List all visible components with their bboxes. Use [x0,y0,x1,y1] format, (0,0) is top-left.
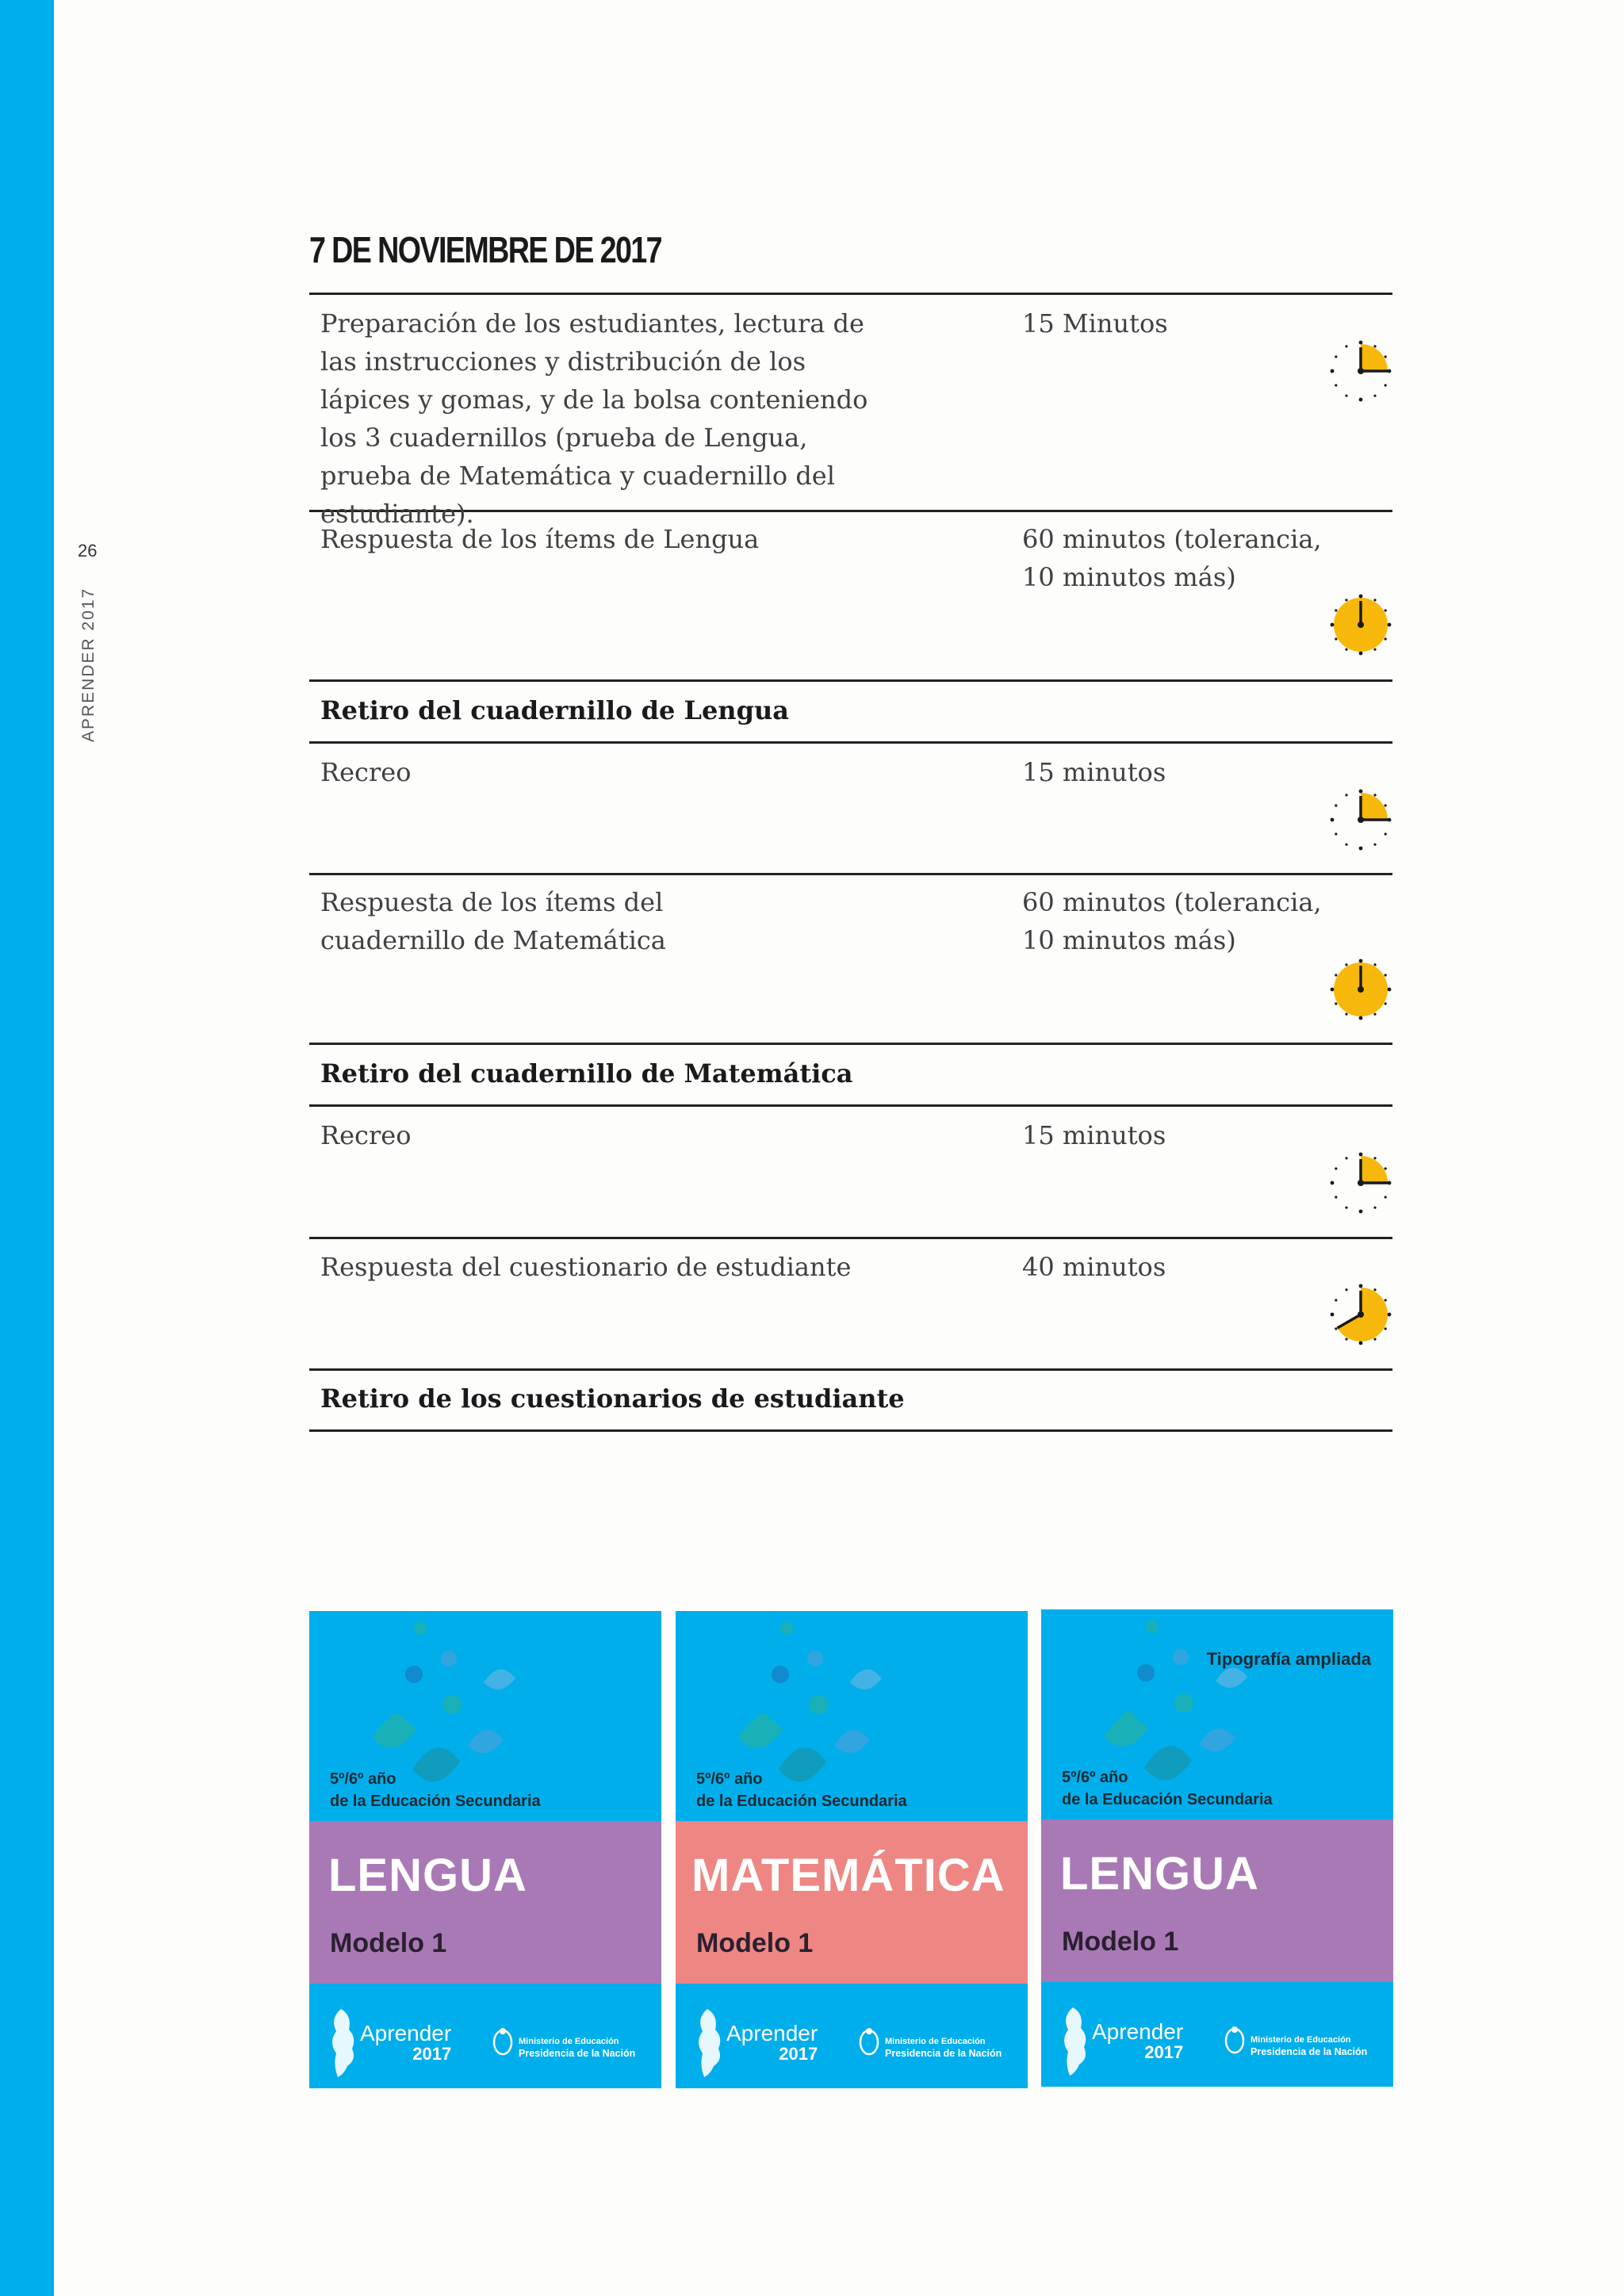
table-rule [309,1237,1392,1239]
cover-subject: MATEMÁTICA [691,1850,1005,1901]
coat-of-arms-icon [1224,2025,1246,2057]
cover-subject-band [676,1821,1028,1984]
clock-icon [1327,1281,1394,1348]
booklet-cover-lengua [309,1611,661,2088]
cover-subject-band [309,1821,661,1984]
cover-brand: Aprender 2017 [360,2021,452,2064]
activity-cell: Respuesta de los ítems del cuadernillo de Matemática [320,887,666,955]
activity-cell: Preparación de los estudiantes, lectura de las instrucciones y distribución de los lápices y gomas, y de la bolsa conteniendo los 3 cuadernillos (prueba de Lengua, prueba de Matemática y cuadernillo del estudiante). [320,308,868,529]
cover-grade: 5º/6º año de la Educación Secundaria [330,1770,541,1810]
cover-model: Modelo 1 [1062,1927,1179,1957]
cover-grade: 5º/6º año de la Educación Secundaria [1062,1769,1273,1808]
table-rule [309,293,1392,295]
table-rule [309,1104,1392,1107]
decorative-figures [1041,1609,1393,1847]
map-logo-icon [327,2007,360,2079]
activity-cell: Respuesta del cuestionario de estudiante [320,1252,852,1282]
cover-subject: LENGUA [1060,1848,1259,1900]
table-rule [309,1368,1392,1371]
activity-cell-bold: Retiro de los cuestionarios de estudiante [320,1383,905,1414]
cover-brand: Aprender 2017 [1092,2019,1184,2062]
map-logo-icon [1059,2006,1092,2077]
activity-cell-bold: Retiro del cuadernillo de Lengua [320,695,789,725]
cover-ministry: Ministerio de Educación Presidencia de la Nación [885,2037,1002,2059]
duration-cell: 40 minutos [1022,1252,1166,1282]
booklet-cover-matematica [676,1611,1028,2088]
duration-cell: 15 minutos [1022,757,1166,787]
clock-icon [1327,591,1394,658]
page-title: 7 DE NOVIEMBRE DE 2017 [309,229,661,270]
coat-of-arms-icon [492,2026,514,2058]
coat-of-arms-icon [858,2026,880,2058]
cover-subject: LENGUA [328,1850,527,1901]
cover-brand: Aprender 2017 [726,2021,818,2064]
decorative-figures [676,1611,1028,1849]
clock-icon [1327,786,1394,853]
table-rule [309,679,1392,682]
table-rule [309,873,1392,875]
table-rule [309,1043,1392,1045]
cover-ministry: Ministerio de Educación Presidencia de la Nación [519,2037,636,2059]
activity-cell: Recreo [320,1120,412,1150]
decorative-figures [309,1611,661,1849]
side-accent-bar [0,0,54,2296]
table-rule [309,1429,1392,1432]
cover-model: Modelo 1 [330,1928,447,1958]
duration-cell: 60 minutos (tolerancia, 10 minutos más) [1022,887,1322,955]
cover-grade: 5º/6º año de la Educación Secundaria [696,1770,907,1810]
cover-ministry: Ministerio de Educación Presidencia de la Nación [1251,2035,1368,2057]
clock-icon [1327,1150,1394,1216]
running-head: APRENDER 2017 [79,587,98,742]
duration-cell: 15 Minutos [1022,308,1168,339]
activity-cell: Recreo [320,757,412,787]
activity-cell: Respuesta de los ítems de Lengua [320,524,760,554]
duration-cell: 15 minutos [1022,1120,1166,1150]
cover-subject-band [1041,1820,1393,1982]
page-number: 26 [78,541,98,561]
table-rule [309,741,1392,744]
cover-tag: Tipografía ampliada [1206,1649,1371,1669]
booklet-cover-lengua-ampliada [1041,1609,1393,2087]
cover-model: Modelo 1 [696,1928,814,1958]
clock-icon [1327,956,1394,1023]
map-logo-icon [693,2007,726,2079]
duration-cell: 60 minutos (tolerancia, 10 minutos más) [1022,524,1322,592]
activity-cell-bold: Retiro del cuadernillo de Matemática [320,1058,853,1089]
clock-icon [1327,338,1394,404]
